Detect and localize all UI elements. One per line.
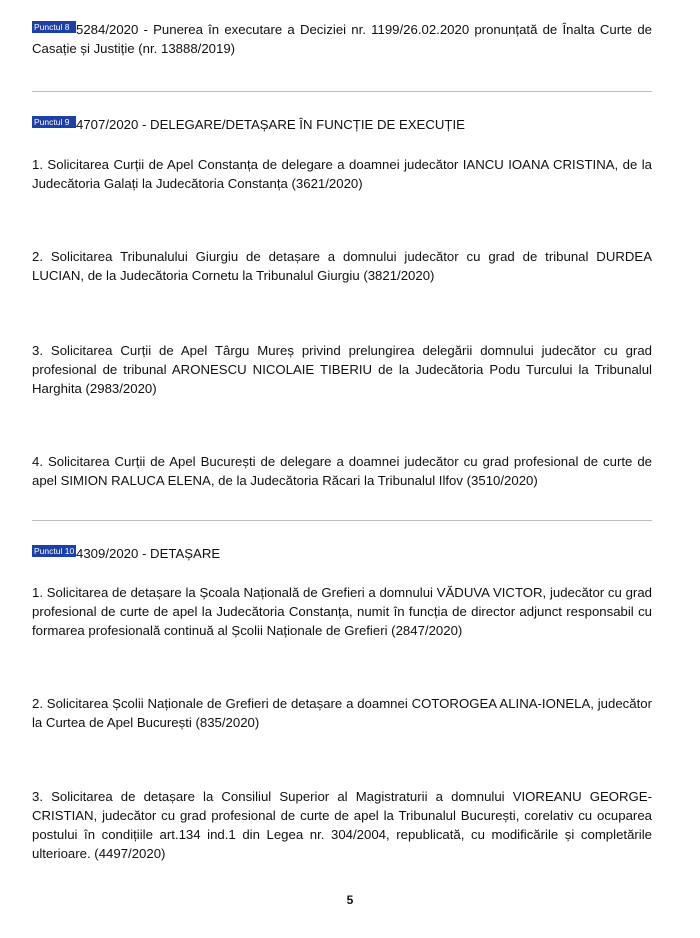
item-tag: Punctul 9 [32, 116, 76, 128]
list-item [32, 452, 652, 490]
agenda-item-10-heading [32, 544, 652, 563]
section-title: 4707/2020 - DELEGARE/DETAȘARE ÎN FUNCȚIE DE EXECUȚIE [76, 117, 465, 132]
agenda-item-8 [32, 20, 652, 58]
item-tag: Punctul 8 [32, 21, 76, 33]
page-number: 5 [346, 893, 354, 907]
list-item-text: 4. Solicitarea Curții de Apel București de delegare a doamnei judecător cu grad profesional de curte de apel SIMION RALUCA ELENA, de la Judecătoria Răcari la Tribunalul Ilfov (3510/2020) [32, 454, 652, 488]
divider [32, 91, 652, 92]
list-item [32, 583, 652, 640]
item-tag: Punctul 10 [34, 546, 75, 556]
list-item [32, 247, 652, 285]
agenda-item-10-heading-block [32, 544, 652, 563]
list-item-text: 2. Solicitarea Școlii Naționale de Grefieri de detașare a doamnei COTOROGEA ALINA-IONELA, judecător la Curtea de Apel București (835/2020) [32, 696, 652, 730]
list-item-text: 2. Solicitarea Tribunalului Giurgiu de detașare a domnului judecător cu grad de tribunal DURDEA LUCIAN, de la Judecătoria Cornetu la Tribunalul Giurgiu (3821/2020) [32, 249, 652, 283]
section-title: 4309/2020 - DETAȘARE [76, 546, 221, 561]
list-item [32, 155, 652, 193]
agenda-item-8-text [32, 20, 652, 58]
list-item [32, 694, 652, 732]
list-item-text: 3. Solicitarea de detașare la Consiliul Superior al Magistraturii a domnului VIOREANU GEORGE-CRISTIAN, judecător cu grad profesional de curte de apel la Tribunalul București, corelativ cu ocuparea postului în condițiile art.134 ind.1 din Legea nr. 304/2004, republicată, cu modificările și completările ulterioare. (4497/2020) [32, 789, 652, 861]
divider [32, 520, 652, 521]
list-item [32, 341, 652, 398]
list-item-text: 1. Solicitarea Curții de Apel Constanța de delegare a doamnei judecător IANCU IOANA CRISTINA, de la Judecătoria Galați la Judecătoria Constanța (3621/2020) [32, 157, 652, 191]
agenda-item-text: 5284/2020 - Punerea în executare a Deciziei nr. 1199/26.02.2020 pronunțată de Înalta Curte de Casație și Justiție (nr. 13888/2019) [32, 22, 652, 56]
agenda-item-9-heading [32, 115, 652, 134]
agenda-item-9-heading-block [32, 115, 652, 134]
list-item [32, 787, 652, 863]
list-item-text: 3. Solicitarea Curții de Apel Târgu Mureș privind prelungirea delegării domnului judecător cu grad profesional de tribunal ARONESCU NICOLAIE TIBERIU de la Judecătoria Podu Turcului la Tribunalul Harghita (2983/2020) [32, 343, 652, 396]
list-item-text: 1. Solicitarea de detașare la Școala Națională de Grefieri a domnului VĂDUVA VICTOR, judecător cu grad profesional de curte de apel la Judecătoria Constanța, numit în funcția de director adjunct responsabil cu formarea profesională continuă al Școlii Naționale de Grefieri (2847/2020) [32, 585, 652, 638]
